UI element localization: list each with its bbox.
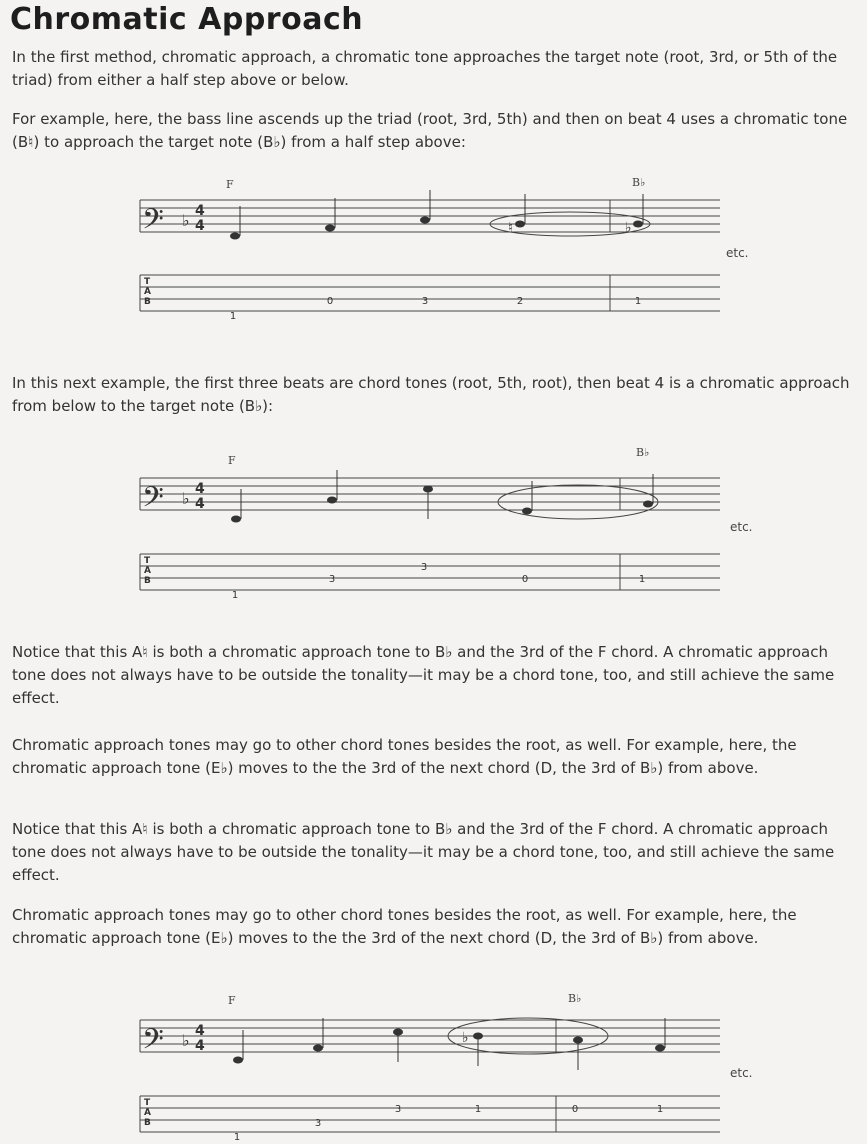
- time-signature-top: 4: [195, 203, 205, 219]
- tab-number: 3: [394, 1104, 402, 1115]
- note-head: [230, 233, 240, 240]
- note-head: [633, 221, 643, 228]
- tab-number: 1: [231, 590, 239, 601]
- tab-number: 3: [328, 574, 336, 585]
- bass-clef-icon: 𝄢: [142, 481, 164, 521]
- tab-letter-b: B: [144, 576, 151, 586]
- note-head: [655, 1045, 665, 1052]
- note-head: [420, 217, 430, 224]
- time-signature-top: 4: [195, 1023, 205, 1039]
- bass-clef-icon: 𝄢: [142, 203, 164, 243]
- paragraph-example1-intro: For example, here, the bass line ascends up the triad (root, 3rd, 5th) and then on beat 4 uses a chromatic tone (B♮) to approach the target note (B♭) from a half step above:: [12, 110, 848, 151]
- tab-letter-a: A: [144, 287, 151, 297]
- tab-letter-t: T: [144, 556, 151, 566]
- tab-number: 1: [474, 1104, 482, 1115]
- page-title: Chromatic Approach: [10, 2, 364, 37]
- time-signature-bottom: 4: [195, 1038, 205, 1054]
- note-head: [515, 221, 525, 228]
- time-signature-bottom: 4: [195, 496, 205, 512]
- tab-letter-a: A: [144, 1108, 151, 1118]
- key-signature-flat-icon: ♭: [182, 211, 190, 230]
- flat-accidental-icon: ♭: [625, 220, 632, 236]
- note-head: [643, 501, 653, 508]
- time-signature-bottom: 4: [195, 218, 205, 234]
- chord-symbol-f: F: [228, 994, 236, 1007]
- key-signature-flat-icon: ♭: [182, 489, 190, 508]
- chord-symbol-bflat: B♭: [568, 992, 582, 1005]
- chord-symbol-f: F: [226, 178, 234, 191]
- tab-number: 2: [516, 296, 524, 307]
- natural-accidental-icon: ♮: [508, 220, 514, 236]
- tab-number: 3: [421, 296, 429, 307]
- tab-number: 1: [638, 574, 646, 585]
- flat-accidental-icon: ♭: [462, 1030, 469, 1046]
- music-example-1: [0, 170, 867, 330]
- etc-label: etc.: [730, 1066, 753, 1080]
- key-signature-flat-icon: ♭: [182, 1031, 190, 1050]
- tab-number: 1: [656, 1104, 664, 1115]
- note-head: [325, 225, 335, 232]
- tab-number: 3: [314, 1118, 322, 1129]
- etc-label: etc.: [730, 520, 753, 534]
- note-head: [233, 1057, 243, 1064]
- tab-number: 0: [326, 296, 334, 307]
- paragraph-other-tones-2: Chromatic approach tones may go to other chord tones besides the root, as well. For example, here, the chromatic approach tone (E♭) moves to the the 3rd of the next chord (D, the 3rd of B♭) from above.: [12, 906, 797, 947]
- tab-number: 0: [521, 574, 529, 585]
- note-head: [327, 497, 337, 504]
- notation-svg: [0, 988, 867, 1144]
- tab-number: 1: [233, 1132, 241, 1143]
- bass-clef-icon: 𝄢: [142, 1023, 164, 1063]
- tab-number: 1: [229, 311, 237, 322]
- tab-letter-b: B: [144, 1118, 151, 1128]
- note-head: [313, 1045, 323, 1052]
- chord-symbol-f: F: [228, 454, 236, 467]
- tab-number: 1: [634, 296, 642, 307]
- chord-symbol-bflat: B♭: [636, 446, 650, 459]
- tab-number: 0: [571, 1104, 579, 1115]
- tab-number: 3: [420, 562, 428, 573]
- tab-letter-b: B: [144, 297, 151, 307]
- tab-letter-t: T: [144, 277, 151, 287]
- notation-svg: [0, 170, 867, 330]
- tab-letter-a: A: [144, 566, 151, 576]
- paragraph-example2-intro: In this next example, the first three beats are chord tones (root, 5th, root), then beat 4 is a chromatic approach from below to the target note (B♭):: [12, 374, 850, 415]
- music-example-3: [0, 988, 867, 1144]
- tab-letter-t: T: [144, 1098, 151, 1108]
- chord-symbol-bflat: B♭: [632, 176, 646, 189]
- notation-svg: [0, 444, 867, 604]
- note-head: [522, 508, 532, 515]
- paragraph-intro: In the first method, chromatic approach, a chromatic tone approaches the target note (root, 3rd, or 5th of the triad) from either a half step above or below.: [12, 48, 838, 89]
- music-example-2: [0, 444, 867, 604]
- paragraph-note-2: Notice that this A♮ is both a chromatic approach tone to B♭ and the 3rd of the F chord. A chromatic approach tone does not always have to be outside the tonality—it may be a chord tone, too, and still achieve the same effect.: [12, 820, 835, 884]
- time-signature-top: 4: [195, 481, 205, 497]
- paragraph-note-1: Notice that this A♮ is both a chromatic approach tone to B♭ and the 3rd of the F chord. A chromatic approach tone does not always have to be outside the tonality—it may be a chord tone, too, and still achieve the same effect.: [12, 643, 835, 707]
- paragraph-other-tones-1: Chromatic approach tones may go to other chord tones besides the root, as well. For example, here, the chromatic approach tone (E♭) moves to the the 3rd of the next chord (D, the 3rd of B♭) from above.: [12, 736, 797, 777]
- etc-label: etc.: [726, 246, 749, 260]
- note-head: [231, 516, 241, 523]
